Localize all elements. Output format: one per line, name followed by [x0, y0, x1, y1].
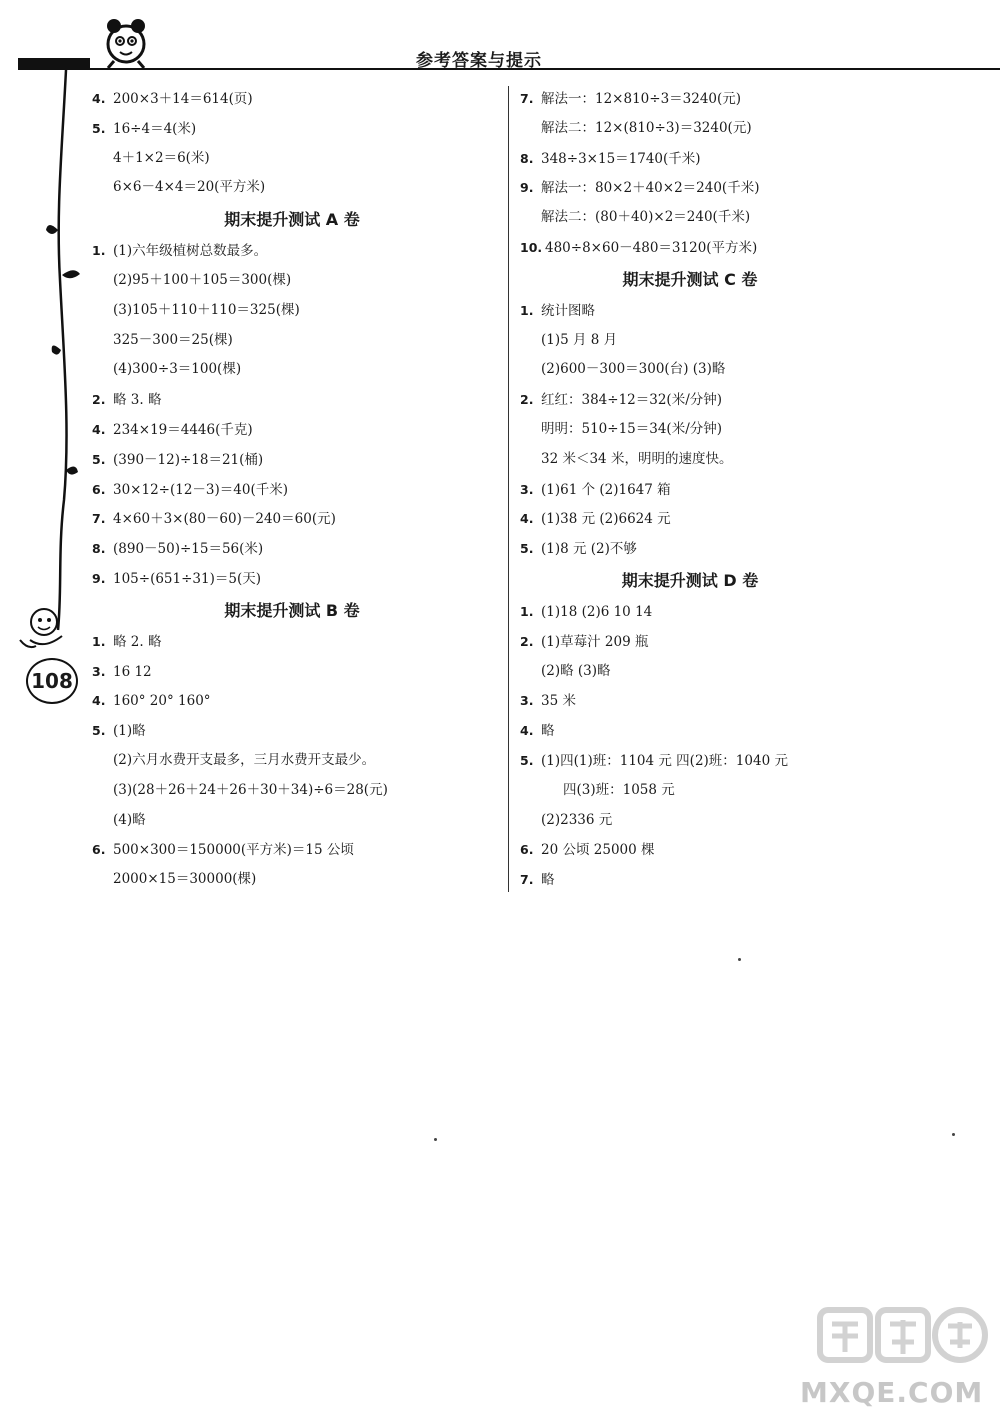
answer-item [520, 716, 820, 746]
answer-item [520, 504, 820, 534]
answer-text: (1)5 月 8 月 [541, 331, 618, 348]
item-number: 6. [520, 842, 534, 858]
answer-text: (1)六年级植树总数最多。 [113, 243, 268, 260]
item-number: 2. [92, 392, 106, 408]
answer-text: (1)略 [113, 723, 146, 740]
answer-text: 统计图略 [541, 302, 595, 319]
right-answer-column [520, 84, 820, 895]
answer-text: (4)300÷3＝100(棵) [113, 361, 242, 378]
answer-item [92, 835, 492, 865]
answer-continuation [520, 806, 820, 836]
answer-item [520, 865, 820, 895]
item-number: 8. [520, 150, 534, 166]
answer-text: 160° 20° 160° [113, 693, 211, 710]
item-number: 5. [520, 541, 534, 557]
answer-text: 348÷3×15＝1740(千米) [541, 150, 701, 167]
answer-item [92, 236, 492, 266]
item-number: 2. [520, 392, 534, 408]
item-number: 1. [520, 302, 534, 318]
answer-text: 略 [541, 723, 555, 740]
answer-text: (1)四(1)班：1104 元 四(2)班：1040 元 [541, 752, 788, 769]
answer-text: 16 12 [113, 663, 152, 680]
answer-text: 2000×15＝30000(棵) [113, 871, 257, 888]
left-answer-column [92, 84, 492, 895]
item-number: 4. [92, 693, 106, 709]
item-number: 4. [520, 511, 534, 527]
item-number: 5. [92, 723, 106, 739]
answer-item [92, 627, 492, 657]
answer-continuation [92, 746, 492, 776]
item-number: 6. [92, 481, 106, 497]
item-number: 7. [520, 91, 534, 106]
answer-text: (3)(28＋26＋24＋26＋30＋34)÷6＝28(元) [113, 781, 388, 798]
item-number: 7. [520, 872, 534, 888]
answer-text: 480÷8×60－480＝3120(平方米) [545, 239, 758, 256]
scan-speck [952, 1133, 955, 1136]
item-number: 3. [520, 693, 534, 709]
answer-text: (1)61 个 (2)1647 箱 [541, 481, 671, 498]
answer-text: 30×12÷(12－3)＝40(千米) [113, 481, 288, 498]
answer-text: 6×6－4×4＝20(平方米) [113, 179, 266, 196]
item-number: 4. [92, 91, 106, 106]
item-number: 6. [92, 842, 106, 858]
answer-text: (2)95＋100＋105＝300(棵) [113, 271, 292, 288]
item-number: 5. [92, 451, 106, 467]
answer-text: (2)2336 元 [541, 811, 613, 828]
answer-text: (4)略 [113, 811, 146, 828]
section-heading: 期末提升测试 B 卷 [224, 600, 360, 620]
item-number: 1. [92, 243, 106, 259]
item-number: 5. [520, 752, 534, 768]
answer-continuation [520, 776, 820, 806]
answer-continuation [520, 114, 820, 144]
answer-item [92, 657, 492, 687]
answer-item [92, 114, 492, 144]
item-number: 4. [92, 421, 106, 437]
item-number: 8. [92, 541, 106, 557]
alarm-clock-mascot-icon [96, 14, 156, 70]
answer-text: (1)38 元 (2)6624 元 [541, 511, 671, 528]
page-title: 参考答案与提示 [416, 51, 542, 71]
answer-item [520, 296, 820, 326]
answer-item [92, 564, 492, 594]
item-number: 9. [92, 570, 106, 586]
answer-continuation [520, 355, 820, 385]
answer-item [520, 746, 820, 776]
answer-text: 325－300＝25(棵) [113, 331, 233, 348]
answer-text: (1)18 (2)6 10 14 [541, 603, 653, 620]
answer-item [520, 597, 820, 627]
answer-text: 200×3＋14＝614(页) [113, 91, 253, 107]
answer-text: 明明：510÷15＝34(米/分钟) [541, 420, 723, 437]
answer-item [520, 233, 820, 263]
answer-text: 500×300＝150000(平方米)＝15 公顷 [113, 842, 354, 859]
answer-text: 解法二：12×(810÷3)＝3240(元) [541, 119, 752, 136]
section-heading: 期末提升测试 A 卷 [224, 210, 360, 230]
answer-item [92, 716, 492, 746]
item-number: 4. [520, 723, 534, 739]
answer-text: 32 米＜34 米，明明的速度快。 [541, 450, 733, 467]
answer-text: 略 [541, 872, 555, 889]
answer-continuation [92, 144, 492, 174]
answer-item [520, 475, 820, 505]
answer-item [520, 835, 820, 865]
header-bar [18, 58, 90, 70]
answer-continuation [92, 296, 492, 326]
answer-item [520, 385, 820, 415]
watermark-text: MXQE.COM [800, 1376, 984, 1409]
answer-text: (2)600－300＝300(台) (3)略 [541, 361, 726, 378]
answer-continuation [92, 173, 492, 203]
answer-item [92, 84, 492, 114]
answer-text: 四(3)班：1058 元 [563, 781, 675, 798]
answer-item [92, 534, 492, 564]
answer-item [92, 686, 492, 716]
header-rule [90, 68, 1000, 70]
answer-continuation [520, 203, 820, 233]
page-number: 108 [26, 658, 78, 704]
item-number: 3. [92, 663, 106, 679]
answer-text: 35 米 [541, 693, 576, 710]
item-number: 1. [92, 633, 106, 649]
answer-continuation [520, 445, 820, 475]
answer-continuation [520, 415, 820, 445]
answer-item [92, 385, 492, 415]
scan-speck [434, 1138, 437, 1141]
answer-text: (1)草莓汁 209 瓶 [541, 633, 649, 650]
answer-continuation [520, 326, 820, 356]
answer-text: 解法二：(80＋40)×2＝240(千米) [541, 209, 751, 226]
answer-text: 105÷(651÷31)＝5(天) [113, 570, 261, 587]
answer-item [92, 475, 492, 505]
answer-text: 16÷4＝4(米) [113, 120, 197, 137]
answer-text: 略 3. 略 [113, 392, 162, 409]
answer-continuation [92, 806, 492, 836]
item-number: 9. [520, 180, 534, 196]
answer-continuation [92, 355, 492, 385]
column-divider [508, 86, 509, 892]
answer-text: 20 公顷 25000 棵 [541, 842, 655, 859]
answer-text: 解法一：80×2＋40×2＝240(千米) [541, 180, 760, 197]
item-number: 2. [520, 633, 534, 649]
answer-item [520, 144, 820, 174]
answer-item [92, 445, 492, 475]
item-number: 5. [92, 120, 106, 136]
answer-text: 234×19＝4446(千克) [113, 421, 253, 438]
answer-text: (2)略 (3)略 [541, 662, 611, 679]
answer-continuation [92, 865, 492, 895]
answer-text: (2)六月水费开支最多，三月水费开支最少。 [113, 751, 376, 768]
answer-item [520, 84, 820, 114]
answer-text: 4＋1×2＝6(米) [113, 149, 210, 166]
answer-text: (1)8 元 (2)不够 [541, 541, 637, 558]
answer-text: (890－50)÷15＝56(米) [113, 541, 264, 558]
answer-continuation [92, 266, 492, 296]
answer-text: 解法一：12×810÷3＝3240(元) [541, 91, 742, 107]
section-heading: 期末提升测试 D 卷 [621, 570, 759, 590]
section-heading: 期末提升测试 C 卷 [622, 269, 758, 289]
scan-speck [738, 958, 741, 961]
item-number: 10. [520, 239, 543, 255]
answer-continuation [92, 326, 492, 356]
answer-item [520, 534, 820, 564]
answer-text: 略 2. 略 [113, 633, 162, 650]
answer-continuation [520, 657, 820, 687]
item-number: 7. [92, 511, 106, 527]
answer-item [520, 173, 820, 203]
answer-item [520, 627, 820, 657]
answer-text: 4×60＋3×(80－60)－240＝60(元) [113, 511, 336, 528]
answer-item [520, 686, 820, 716]
answer-item [92, 504, 492, 534]
answer-item [92, 415, 492, 445]
answer-continuation [92, 776, 492, 806]
item-number: 1. [520, 603, 534, 619]
answer-text: 红红：384÷12＝32(米/分钟) [541, 392, 723, 409]
item-number: 3. [520, 481, 534, 497]
answer-text: (390－12)÷18＝21(桶) [113, 451, 264, 468]
answer-text: (3)105＋110＋110＝325(棵) [113, 301, 300, 318]
